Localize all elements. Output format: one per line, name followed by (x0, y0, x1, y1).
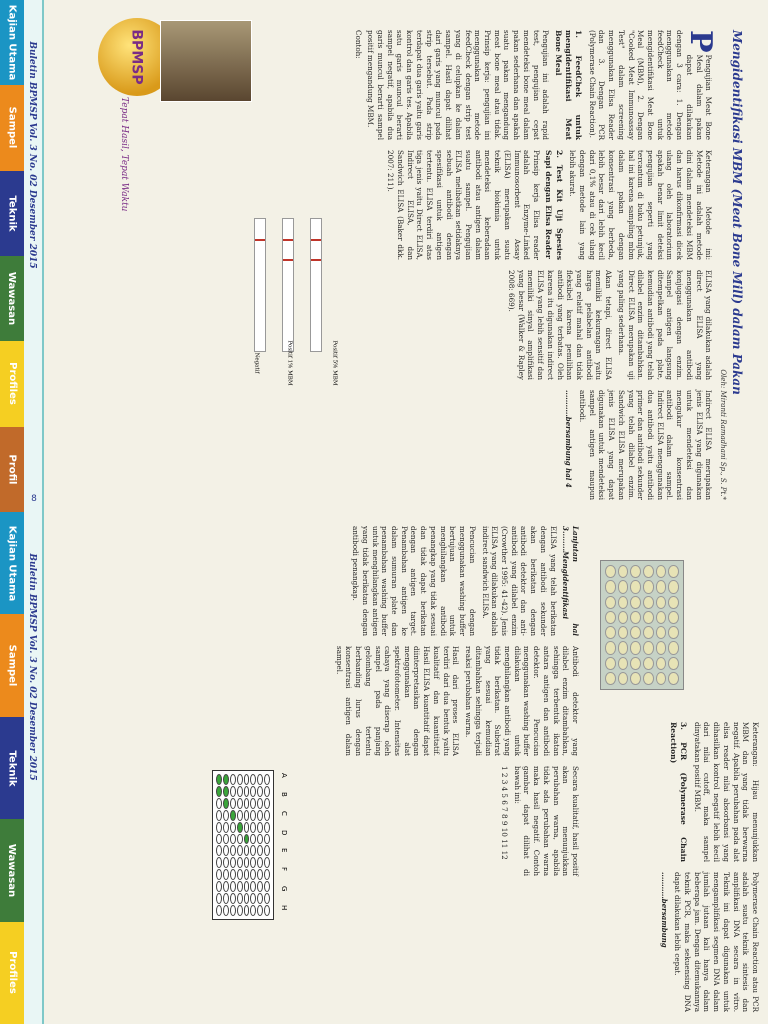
tab-kajian-utama[interactable]: Kajian Utama (0, 0, 24, 85)
diagram-well (237, 893, 243, 904)
diagram-well (264, 869, 270, 880)
row-label: B (280, 792, 288, 797)
diagram-well (237, 845, 243, 856)
diagram-well (216, 810, 222, 821)
diagram-well (250, 869, 256, 880)
diagram-well (237, 905, 243, 916)
diagram-well (216, 857, 222, 868)
diagram-well (250, 905, 256, 916)
row-label: A (280, 773, 288, 779)
plate-well (630, 626, 641, 639)
plate-well (618, 580, 629, 593)
diagram-well (230, 786, 236, 797)
plate-diagram (212, 770, 274, 920)
column-b4 (659, 722, 760, 862)
diagram-well (264, 893, 270, 904)
section-1-text: Pengujian ini adalah rapid test, pengujian cepat mendeteksi bone meal dalam pakan sederhana dan apakah suatu pakan mengandung meat bone meal atau tidak. Prinsip kerja: pengujian ini menggunakan metode feedCheck dengan strip test yang di celupkan ke dalam sampel. Hasil dapat dilihat dari garis yang muncul pada strip tersebut. Pada strip terdapat dua garis yaitu garis kontrol dan garis tes. Apabila satu garis muncul berarti sampel negatif, apabila dua garis muncul berarti sampel positif mengandung MBM. (366, 30, 551, 140)
plate-well (668, 611, 679, 624)
diagram-well (230, 893, 236, 904)
article-top (185, 30, 745, 500)
plate-well (630, 672, 641, 685)
plate-well (656, 565, 667, 578)
plate-well (643, 596, 654, 609)
tab-wawasan[interactable]: Wawasan (0, 256, 24, 341)
diagram-well (230, 845, 236, 856)
diagram-well (230, 810, 236, 821)
plate-well (656, 580, 667, 593)
plate-well (618, 626, 629, 639)
diagram-well (223, 822, 229, 833)
diagram-well (264, 857, 270, 868)
section-2-text: Prinsip kerja Elisa reader adalah Enzyme-Linked Immunosorbent Assay (ELISA) merupakan suatu teknik biokimia untuk mendeteksi keberadaan antibodi atau antigen dalam suatu sampel. Pengujian ELISA melibatkan setidaknya sebuah antibodi dengan spesifikasi untuk antigen tertentu. ELISA terdiri atas tiga jenis yaitu Direct ELISA, Indirect ELISA, dan Sandwich ELISA (Baker dkk. 2007: 211). (386, 150, 542, 260)
diagram-well (230, 774, 236, 785)
diagram-well (257, 786, 263, 797)
section-2-title: 2. Test Kit Uji Spesies Sapi dengan Elisa Reader (544, 150, 564, 260)
keterangan: Keterangan: Hijau menunjukkan MBM dan yang tidak berwarna negatif. Apabila perubahan pada alat elisa reader nilai absorbansi yang dihasilkan kontrol negatif lebih kecil dari nilai cutoff, maka sampel dinyatakan positif MBM. (692, 722, 760, 862)
bulletin-header: Buletin BPMSP Vol. 3 No. 02 Desember 2015 (27, 553, 37, 781)
plate-well (630, 641, 641, 654)
plate-well (643, 641, 654, 654)
diagram-well (250, 834, 256, 845)
plate-well (656, 672, 667, 685)
tab-profiles[interactable]: Profiles (0, 922, 24, 1024)
plate-well (605, 626, 616, 639)
paragraph-3: Antibodi detektor yang dilabel enzim ditambahkan, sehingga terbentuk ikatan antara antigen dan antibodi detektor. Pencucian menggunakan washing buffer dilakukan untuk menghilangkan antibodi yang tidak berikatan. Substrat yang sesuai kemudian ditambahkan sehingga terjadi reaksi perubahan warna. (464, 646, 580, 756)
diagram-well (230, 905, 236, 916)
plate-well (618, 657, 629, 670)
bpmsp-logo: BPMSP (98, 18, 176, 96)
plate-well (643, 672, 654, 685)
plate-well (668, 657, 679, 670)
plate-well (630, 657, 641, 670)
row-label: F (280, 867, 288, 872)
tab-wawasan[interactable]: Wawasan (0, 819, 24, 921)
diagram-well (223, 774, 229, 785)
diagram-well (230, 869, 236, 880)
diagram-well (237, 810, 243, 821)
tab-teknik[interactable]: Teknik (0, 171, 24, 256)
plate-row-labels (278, 770, 290, 920)
tab-sampel[interactable]: Sampel (0, 614, 24, 716)
plate-well (630, 611, 641, 624)
diagram-well (230, 798, 236, 809)
diagram-well (264, 786, 270, 797)
diagram-well (230, 881, 236, 892)
diagram-well (264, 822, 270, 833)
plate-well (618, 641, 629, 654)
plate-well (605, 672, 616, 685)
article-bottom (50, 526, 580, 1016)
row-label: E (280, 848, 288, 853)
diagram-well (223, 857, 229, 868)
diagram-well (216, 893, 222, 904)
header-ribbon (24, 0, 44, 512)
slogan: Tepat Hasil, Tepat Waktu (119, 97, 129, 212)
column-2 (350, 150, 713, 260)
diagram-well (250, 786, 256, 797)
diagram-well (264, 881, 270, 892)
diagram-well (257, 905, 263, 916)
section-1-title: 1. FeedChek untuk mengidentifikasi Meat Bone Meal (553, 30, 584, 140)
strip-label: Positif 1% MBM (286, 340, 293, 386)
plate-well (605, 657, 616, 670)
plate-well (656, 626, 667, 639)
diagram-well (244, 857, 250, 868)
column-b2 (331, 646, 580, 756)
plate-well (605, 580, 616, 593)
elisa-plate-photo (600, 560, 684, 690)
diagram-well (216, 881, 222, 892)
plate-well (605, 641, 616, 654)
row-label: H (280, 904, 288, 910)
paragraph-2: Pencucian dengan menggunakan washing buffer bertujuan untuk menghilangkan antibodi penangkap yang tidak sesuai dan tidak dapat berikatan dengan antigen target. Penambahan antigen ke dalam sumuran plate dan penambahan washing buffer untuk menghilangkan antigen yang tidak berikatan dengan antibodi penangkap. (351, 526, 477, 636)
diagram-well (244, 798, 250, 809)
plate-well (668, 580, 679, 593)
diagram-well (244, 786, 250, 797)
plate-well (643, 626, 654, 639)
diagram-well (244, 810, 250, 821)
plate-well (618, 611, 629, 624)
diagram-well (223, 905, 229, 916)
article-bottom-right (610, 722, 760, 1022)
diagram-well (244, 905, 250, 916)
diagram-well (244, 869, 250, 880)
section-3-text: Akan tetapi, direct ELISA memiliki kekurangan yaitu harga pelabelan antibodi yang relatif mahal dan tidak fleksibel karena pemilihan antibodi yang terbatas. Oleh karena itu digunakan indirect ELISA yang lebih sensitif dan memiliki sinyal amplifikasi yang besar (Walker & Rapley 2008: 669). (507, 270, 614, 380)
diagram-well (223, 810, 229, 821)
paragraph-1: ELISA yang telah berikatan dengan antibodi sekunder akan berikatan dengan antibodi detektor dan anti-antibodi yang dilabel enzim (Crowther 1995: 41-42). Jenis ELISA yang dilakukan adalah indirect sandwich ELISA. (480, 526, 558, 636)
diagram-well (264, 774, 270, 785)
pcr-text: Polymerase Chain Reaction atau PCR adalah suatu teknik sintesis dan amplifikasi DNA secara in vitro. Teknik ini dapat digunakan untuk mengamplifikasi segmen DNA dalam jumlah jutaan kali hanya dalam beberapa jam. Dengan ditemukannya teknik PCR, maka sekuensing DNA dapat dilakukan lebih cepat. (673, 872, 760, 1012)
header-ribbon (24, 512, 44, 1024)
diagram-well (264, 810, 270, 821)
plate-well (668, 565, 679, 578)
bulletin-header: Buletin BPMSP Vol. 3 No. 02 Desember 2015 (27, 41, 37, 269)
plate-well (630, 596, 641, 609)
diagram-well (250, 798, 256, 809)
diagram-well (244, 834, 250, 845)
diagram-well (257, 834, 263, 845)
plate-well (618, 565, 629, 578)
section-1-ref: Contoh: (353, 30, 363, 59)
diagram-well (250, 810, 256, 821)
row-label: C (280, 810, 288, 816)
tab-teknik[interactable]: Teknik (0, 717, 24, 819)
diagram-well (257, 810, 263, 821)
plate-well (643, 580, 654, 593)
plate-well (656, 657, 667, 670)
diagram-well (257, 774, 263, 785)
diagram-well (216, 774, 222, 785)
diagram-well (257, 881, 263, 892)
pcr-title: 3. PCR (Polymerase Chain Reaction) (668, 722, 688, 862)
article-title: Mengidentifikasi MBM (Meat Bone Mill) dalam Pakan (730, 30, 744, 395)
plate-well (605, 565, 616, 578)
diagram-well (237, 774, 243, 785)
diagram-well (216, 798, 222, 809)
plate-well (630, 565, 641, 578)
diagram-well (250, 893, 256, 904)
diagram-well (237, 798, 243, 809)
tab-profil[interactable]: Profil (0, 427, 24, 512)
tab-sampel[interactable]: Sampel (0, 85, 24, 170)
diagram-well (250, 881, 256, 892)
diagram-well (264, 834, 270, 845)
diagram-well (250, 845, 256, 856)
section-2-text2: ELISA yang dilakukan adalah direct ELISA yang menggunakan antibodi konjugasi dengan enzim. Sampel antigen langsung ditempelkan pada plate, kemudian antibodi yang telah dilabel enzim ditambahkan. Direct ELISA merupakan uji yang paling sederhana. (616, 270, 714, 380)
column-4 (350, 390, 713, 500)
diagram-well (257, 822, 263, 833)
article-byline: Oleh: Miranti Ramadhani Sp., S. Pt.* (718, 369, 727, 500)
diagram-well (223, 869, 229, 880)
diagram-well (250, 822, 256, 833)
row-label: G (280, 885, 288, 892)
plate-well (668, 626, 679, 639)
diagram-well (237, 822, 243, 833)
diagram-well (244, 881, 250, 892)
section-tabs (0, 0, 24, 512)
row-label: D (280, 829, 288, 836)
plate-well (668, 641, 679, 654)
diagram-well (223, 798, 229, 809)
diagram-well (264, 845, 270, 856)
diagram-well (216, 822, 222, 833)
column-b1 (331, 526, 580, 636)
plate-well (630, 580, 641, 593)
diagram-well (230, 857, 236, 868)
diagram-well (237, 881, 243, 892)
diagram-well (244, 845, 250, 856)
continued-from: Lanjutan hal 3........Mengidentifikasi (561, 526, 580, 636)
diagram-well (237, 834, 243, 845)
diagram-well (216, 869, 222, 880)
column-1: P Pengujian Meat Bone Meal dalam pakan dapat dilakukan dengan 3 cara: 1. Dengan menggunakan metode feedCheck untuk mengidentifikasi Meat Bone Meal (MBM), 2. Dengan "Cooked Meat Immunoassay Test" dalam screening menggunakan Elisa Reader dan 3. Dengan PCR (Polymerase Chain Reaction). 1. FeedChek untuk mengidentifikasi Meat Bone Meal Pengujian ini adalah rapid test, pengujian cepat mendeteksi bone meal dalam pakan sederhana dan apakah suatu pakan mengandung meat bone meal atau tidak. Prinsip kerja: pengujian ini menggunakan metode feedCheck dengan strip test yang di celupkan ke dalam sampel. Hasil dapat dilihat dari garis yang muncul pada strip tersebut. Pada strip terdapat dua garis yaitu garis kontrol dan garis tes. Apabila satu garis muncul berarti sampel negatif, apabila dua garis muncul berarti sampel positif mengandung MBM. Contoh: (353, 30, 719, 140)
diagram-well (237, 786, 243, 797)
diagram-well (230, 822, 236, 833)
plate-well (643, 565, 654, 578)
plate-well (656, 611, 667, 624)
column-3 (350, 270, 713, 380)
tab-profiles[interactable]: Profiles (0, 341, 24, 426)
intro-text: Pengujian Meat Bone Meal dalam pakan dapat dilakukan dengan 3 cara: 1. Dengan menggunakan metode feedCheck untuk mengidentifikasi Meat Bone Meal (MBM), 2. Dengan "Cooked Meat Immunoassay Test" dalam screening menggunakan Elisa Reader dan 3. Dengan PCR (Polymerase Chain Reaction). (587, 30, 714, 140)
diagram-well (216, 845, 222, 856)
tab-kajian-utama[interactable]: Kajian Utama (0, 512, 24, 614)
plate-column-numbers: 1 2 3 4 5 6 7 8 9 10 11 12 (499, 766, 509, 860)
strip-label: Positif 5% MBM (331, 340, 338, 386)
diagram-well (223, 786, 229, 797)
diagram-well (223, 881, 229, 892)
section-tabs (0, 512, 24, 1024)
column-b3 (331, 766, 580, 876)
diagram-well (257, 845, 263, 856)
plate-well (656, 641, 667, 654)
diagram-well (223, 893, 229, 904)
continued-note: ...........bersambung (659, 872, 669, 948)
diagram-well (244, 822, 250, 833)
diagram-well (216, 834, 222, 845)
diagram-well (244, 774, 250, 785)
diagram-well (216, 905, 222, 916)
diagram-well (257, 893, 263, 904)
section-1-note: Keterangan Metode ini: Metode ini adalah metode dini dalam mendeteksi MBM dan harus dikonfirmasi dicek ulang oleh laboratorium apakah benar limit deteksi pengujian seperti yang tercantum di buku petunjuk, hal ini karena sampling mbm dalam pakan dengan konsentrasi yang berbeda, lebih besar dari lebih kecil dari 0,1% atau di cek ulang dengan metode lain yang lebih akurat. (568, 150, 714, 260)
page-number: 8 (31, 494, 37, 504)
diagram-well (230, 834, 236, 845)
plate-well (643, 611, 654, 624)
paragraph-5: Secara kualitatif, hasil positif akan menunjukkan perubahan warna, apabila tidak ada perubahan warna maka hasil negatif. Contoh gambar dapat dilihat di bawah ini: (512, 766, 580, 876)
plate-well (605, 596, 616, 609)
diagram-well (223, 845, 229, 856)
diagram-well (250, 774, 256, 785)
strip-label: Negatif (253, 352, 260, 374)
diagram-well (257, 869, 263, 880)
plate-well (618, 596, 629, 609)
plate-well (605, 611, 616, 624)
plate-well (656, 596, 667, 609)
plate-well (618, 672, 629, 685)
plate-well (668, 672, 679, 685)
diagram-well (237, 857, 243, 868)
paragraph-4: Hasil dari proses ELISA terdiri dari dua bentuk yaitu kualitatif dan kuantitatif. Hasil ELISA kuantitatif dapat diinterpretasikan dengan menggunakan alat spektrofotometer. Intensitas cahaya yang diserap oleh sampel pada panjang gelombang tertentu berbanding lurus dengan konsentrasi antigen dalam sampel. (334, 646, 461, 756)
section-3-text2: Indirect ELISA merupakan jenis ELISA yang digunakan untuk mendeteksi dan mengukur konsentrasi antibodi dalam sampel. Indirect ELISA menggunakan dua antibodi yaitu antibodi primer dan antibodi sekunder yang telah dilabel enzim. Sandwich ELISA merupakan jenis ELISA yang dapat digunakan untuk mendeteksi sampel antigen maupun antibodi. (578, 390, 714, 500)
plate-well (643, 657, 654, 670)
diagram-well (237, 869, 243, 880)
diagram-well (264, 905, 270, 916)
diagram-well (257, 857, 263, 868)
diagram-well (244, 893, 250, 904)
plate-well (668, 596, 679, 609)
diagram-well (257, 798, 263, 809)
diagram-well (250, 857, 256, 868)
diagram-well (264, 798, 270, 809)
diagram-well (223, 834, 229, 845)
continued-note: ...........bersambung hal 4 (564, 390, 574, 488)
diagram-well (216, 786, 222, 797)
column-b5 (659, 872, 760, 1012)
